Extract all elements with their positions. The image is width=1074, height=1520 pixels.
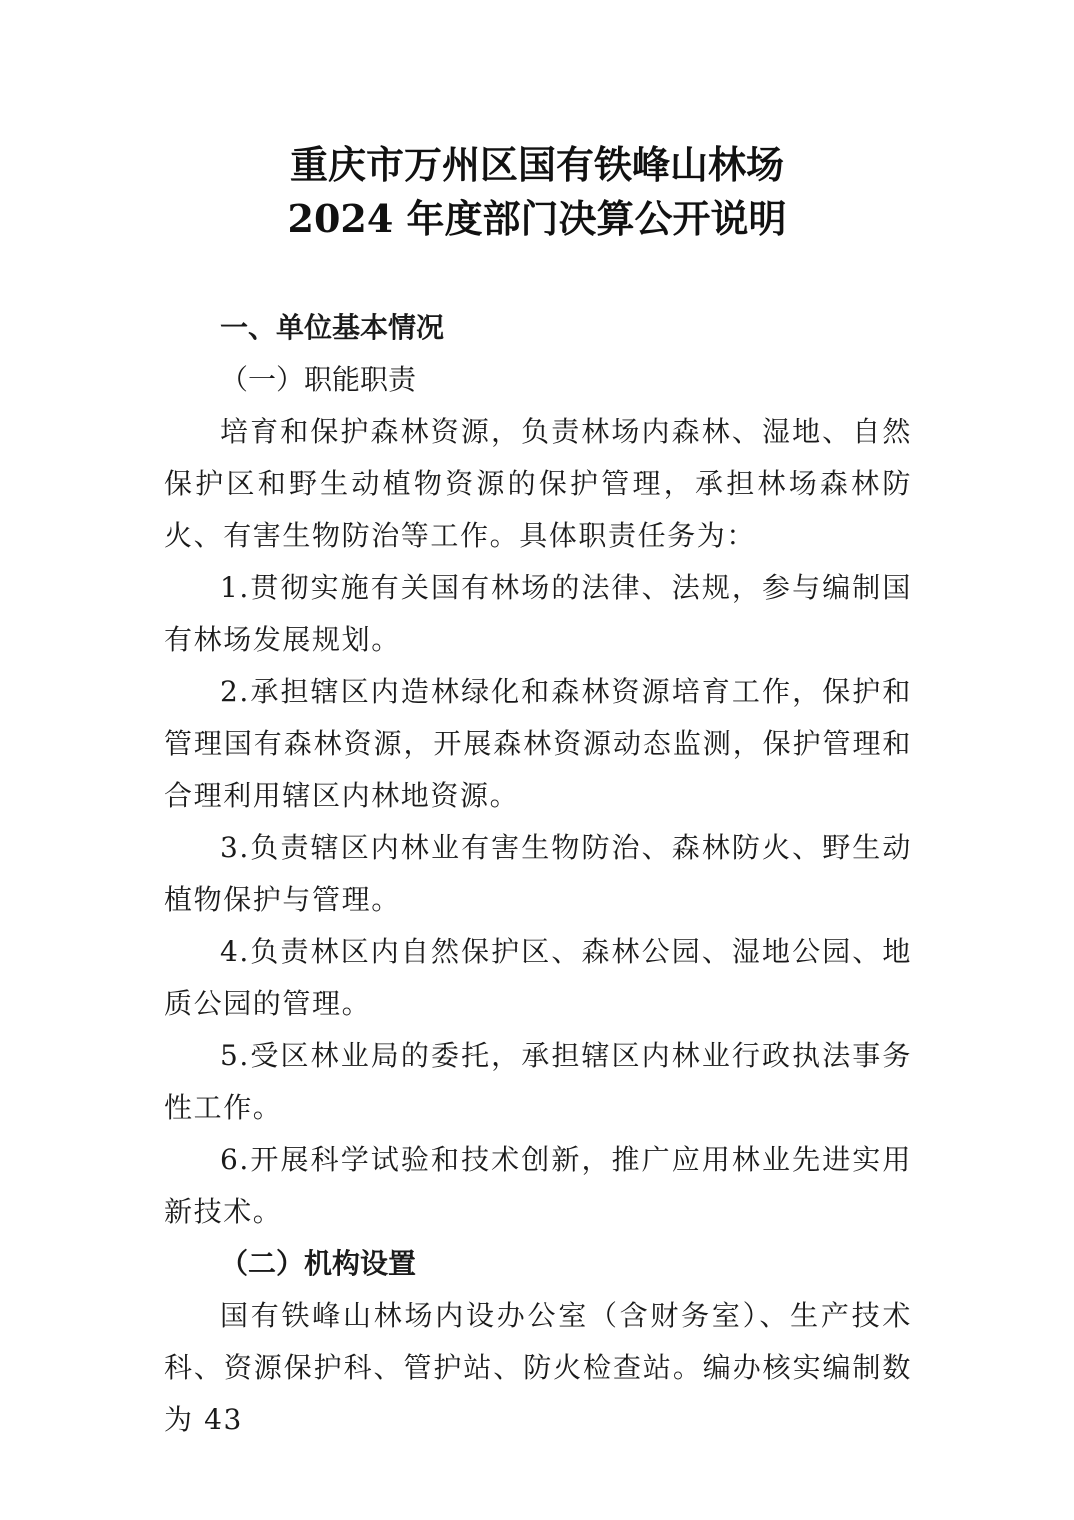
duty-item-1: 1.贯彻实施有关国有林场的法律、法规，参与编制国有林场发展规划。 [164, 571, 912, 656]
duty-item-2: 2.承担辖区内造林绿化和森林资源培育工作，保护和管理国有森林资源，开展森林资源动态监测，保护管理和合理利用辖区内林地资源。 [164, 675, 912, 812]
title-line-2: 2024 年度部门决算公开说明 [287, 196, 787, 241]
duty-item-6: 6.开展科学试验和技术创新，推广应用林业先进实用新技术。 [164, 1143, 912, 1228]
duty-item-4: 4.负责林区内自然保护区、森林公园、湿地公园、地质公园的管理。 [164, 935, 912, 1020]
duty-item-5: 5.受区林业局的委托，承担辖区内林业行政执法事务性工作。 [164, 1039, 912, 1124]
organization-paragraph: 国有铁峰山林场内设办公室（含财务室）、生产技术科、资源保护科、管护站、防火检查站。编办核实编制数为 43 [164, 1299, 912, 1436]
document-body [164, 302, 912, 1446]
document-title [0, 138, 1074, 246]
duty-item-3: 3.负责辖区内林业有害生物防治、森林防火、野生动植物保护与管理。 [164, 831, 912, 916]
duties-intro-paragraph: 培育和保护森林资源，负责林场内森林、湿地、自然保护区和野生动植物资源的保护管理，承担林场森林防火、有害生物防治等工作。具体职责任务为： [164, 415, 912, 552]
section-heading-basic-info: 一、单位基本情况 [220, 311, 445, 344]
title-line-1: 重庆市万州区国有铁峰山林场 [289, 142, 784, 187]
subsection-heading-organization: （二）机构设置 [220, 1247, 417, 1280]
subsection-heading-duties: （一）职能职责 [220, 363, 417, 396]
